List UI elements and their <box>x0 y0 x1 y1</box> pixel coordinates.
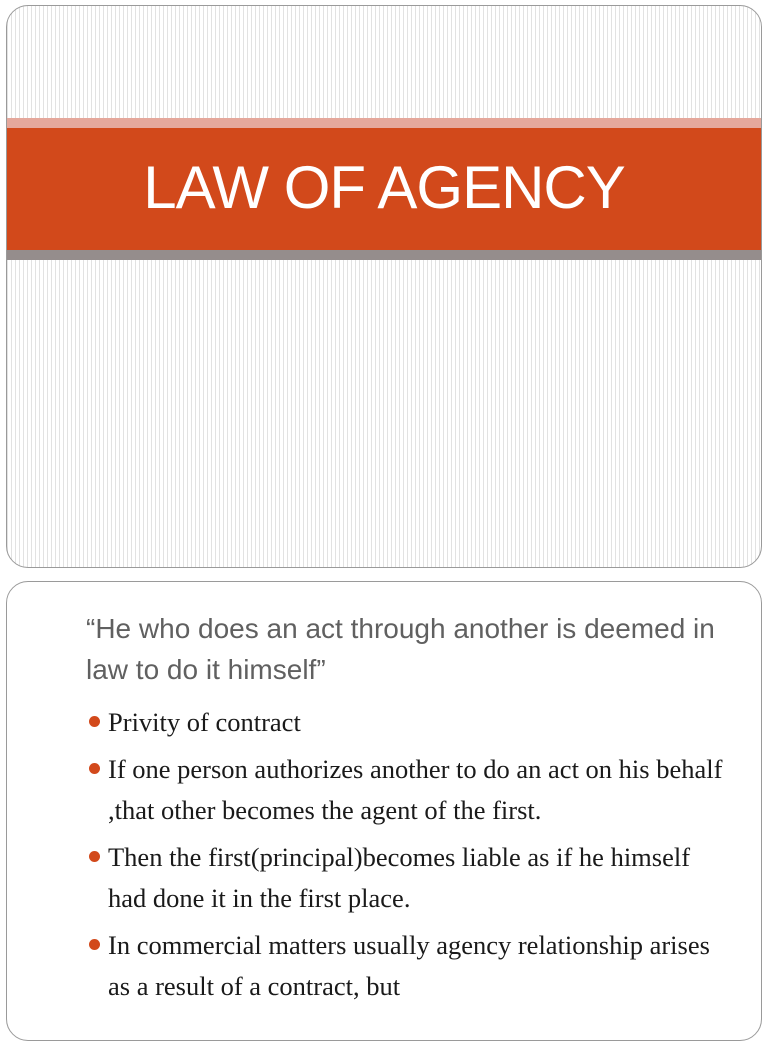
slide-title: LAW OF AGENCY <box>143 153 625 221</box>
bullet-item <box>86 837 726 919</box>
title-band-top-stripe <box>7 118 761 128</box>
bullet-text: Privity of contract <box>108 707 301 737</box>
bullet-item <box>86 749 726 831</box>
quote-heading: “He who does an act through another is deemed in law to do it himself” <box>86 613 715 685</box>
title-band-bottom-stripe <box>7 250 761 260</box>
title-band <box>7 128 761 250</box>
bullet-dot-icon <box>89 763 100 774</box>
bullet-dot-icon <box>89 939 100 950</box>
bullet-dot-icon <box>89 716 100 727</box>
bullet-item <box>86 925 726 1007</box>
bullet-dot-icon <box>89 851 100 862</box>
bullet-text: If one person authorizes another to do an act on his behalf ,that other becomes the agent of the first. <box>108 754 723 825</box>
title-slide <box>6 5 762 568</box>
content-slide <box>6 581 762 1041</box>
bullet-list <box>86 702 726 1013</box>
bullet-text: Then the first(principal)becomes liable as if he himself had done it in the first place. <box>108 842 691 913</box>
bullet-item <box>86 702 726 743</box>
bullet-text: In commercial matters usually agency relationship arises as a result of a contract, but <box>108 930 710 1001</box>
